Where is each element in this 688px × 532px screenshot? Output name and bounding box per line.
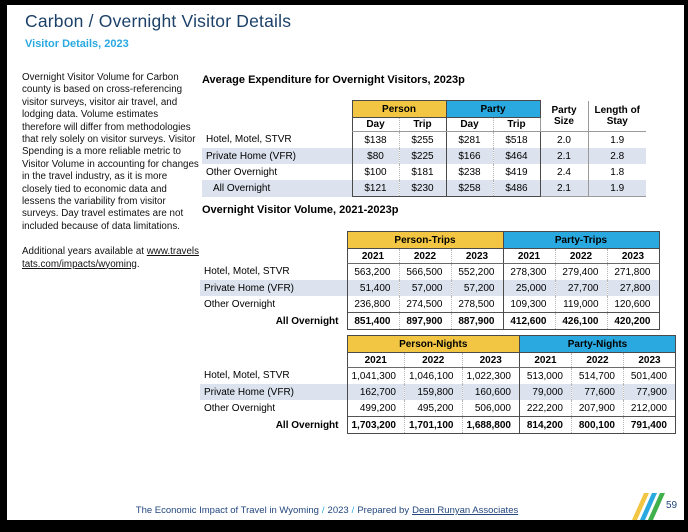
spacer-cell xyxy=(200,249,347,264)
year-header: 2023 xyxy=(462,353,520,368)
row-label: Hotel, Motel, STVR xyxy=(206,134,292,146)
table-row xyxy=(200,280,659,296)
cell: 2.1 xyxy=(540,180,588,197)
cell: 2.0 xyxy=(540,132,588,149)
expenditure-section-title: Average Expenditure for Overnight Visitors, 2023p xyxy=(202,74,465,86)
cell: $121 xyxy=(352,180,399,197)
cell: 2.1 xyxy=(540,148,588,164)
cell: $419 xyxy=(493,164,540,180)
party-group-header: Party xyxy=(446,101,540,118)
cell: 57,200 xyxy=(451,280,503,296)
cell: 501,400 xyxy=(624,368,676,385)
cell: $230 xyxy=(399,180,446,197)
total-row xyxy=(200,313,659,330)
year-header: 2022 xyxy=(572,353,624,368)
dean-runyan-logo xyxy=(637,493,663,520)
row-label: Hotel, Motel, STVR xyxy=(204,370,290,382)
table-row xyxy=(200,296,659,313)
cell: 27,800 xyxy=(607,280,659,296)
year-header-row xyxy=(200,353,676,368)
cell: 57,000 xyxy=(399,280,451,296)
cell: $281 xyxy=(446,132,493,149)
person-nights-header: Person-Nights xyxy=(347,336,520,353)
year-header: 2021 xyxy=(347,353,405,368)
footer-report-title: The Economic Impact of Travel in Wyoming xyxy=(135,505,319,516)
cell: $258 xyxy=(446,180,493,197)
year-header: 2022 xyxy=(399,249,451,264)
cell: 563,200 xyxy=(347,264,399,281)
table-row xyxy=(200,368,676,385)
row-label: Private Home (VFR) xyxy=(204,386,295,398)
slash-separator: / xyxy=(351,505,355,516)
trips-table xyxy=(200,231,660,330)
cell: 1,022,300 xyxy=(462,368,520,385)
cell: $138 xyxy=(352,132,399,149)
row-label: Hotel, Motel, STVR xyxy=(204,266,290,278)
column-header: Trip xyxy=(399,118,446,132)
prepared-by-text: Prepared by xyxy=(357,505,410,516)
cell: 207,900 xyxy=(572,400,624,417)
cell: 566,500 xyxy=(399,264,451,281)
page-number: 59 xyxy=(666,500,678,511)
table-row xyxy=(200,384,676,400)
row-label: Other Overnight xyxy=(206,166,278,178)
cell: 25,000 xyxy=(503,280,555,296)
cell: 77,600 xyxy=(572,384,624,400)
cell: $100 xyxy=(352,164,399,180)
slash-separator: / xyxy=(321,505,325,516)
row-label: Other Overnight xyxy=(204,298,276,310)
cell: 552,200 xyxy=(451,264,503,281)
total-row xyxy=(200,417,676,434)
cell: 2.4 xyxy=(540,164,588,180)
report-page xyxy=(7,5,684,520)
page-title: Carbon / Overnight Visitor Details xyxy=(25,11,292,31)
cell: $225 xyxy=(399,148,446,164)
cell: $486 xyxy=(493,180,540,197)
volume-section-title: Overnight Visitor Volume, 2021-2023p xyxy=(202,204,399,216)
cell: 1,703,200 xyxy=(347,417,405,434)
cell: 814,200 xyxy=(520,417,572,434)
row-label: Private Home (VFR) xyxy=(204,282,295,294)
cell: 212,000 xyxy=(624,400,676,417)
row-label: All Overnight xyxy=(275,419,339,431)
row-label: Private Home (VFR) xyxy=(206,150,297,162)
footer xyxy=(7,505,647,516)
cell: 412,600 xyxy=(503,313,555,330)
table-row xyxy=(202,132,646,149)
travelstats-link[interactable]: www.travelstats.com/impacts/wyoming xyxy=(22,246,199,270)
methodology-paragraph: Overnight Visitor Volume for Carbon county is based on cross-referencing visitor surveys, visitor air travel, and lodging data. Volume estimates therefore will differ from methodologies that rely solely on visitor surveys. Visitor Spending is a more reliable metric to Visitor Volume in accounting for changes in the travel industry, as it is more closely tied to economic data and lessens the variability from visitor surveys. Day travel estimates are not included because of data limitations. xyxy=(22,72,199,232)
year-header: 2023 xyxy=(607,249,659,264)
cell: 278,300 xyxy=(503,264,555,281)
person-group-header: Person xyxy=(352,101,446,118)
cell: 499,200 xyxy=(347,400,405,417)
cell: 851,400 xyxy=(347,313,399,330)
table-row xyxy=(202,180,646,197)
group-header-row xyxy=(200,232,659,249)
spacer-cell xyxy=(202,118,352,132)
page-subtitle: Visitor Details, 2023 xyxy=(25,38,129,50)
cell: 162,700 xyxy=(347,384,405,400)
year-header: 2021 xyxy=(520,353,572,368)
cell: 79,000 xyxy=(520,384,572,400)
year-header: 2022 xyxy=(405,353,463,368)
cell: 513,000 xyxy=(520,368,572,385)
footer-year: 2023 xyxy=(327,505,349,516)
cell: 1.9 xyxy=(588,132,646,149)
row-label: All Overnight xyxy=(213,182,271,194)
cell: 1,046,100 xyxy=(405,368,463,385)
cell: 109,300 xyxy=(503,296,555,313)
table-row xyxy=(202,164,646,180)
length-of-stay-header: Length of Stay xyxy=(588,101,646,132)
cell: $255 xyxy=(399,132,446,149)
nights-table xyxy=(200,335,676,434)
cell: 278,500 xyxy=(451,296,503,313)
year-header: 2021 xyxy=(347,249,399,264)
cell: $464 xyxy=(493,148,540,164)
cell: 791,400 xyxy=(624,417,676,434)
cell: 27,700 xyxy=(555,280,607,296)
cell: $181 xyxy=(399,164,446,180)
cell: 506,000 xyxy=(462,400,520,417)
cell: $80 xyxy=(352,148,399,164)
author-link[interactable]: Dean Runyan Associates xyxy=(412,505,519,516)
party-nights-header: Party-Nights xyxy=(520,336,676,353)
year-header-row xyxy=(200,249,659,264)
cell: 420,200 xyxy=(607,313,659,330)
cell: 2.8 xyxy=(588,148,646,164)
group-header-row xyxy=(200,336,676,353)
cell: 1,701,100 xyxy=(405,417,463,434)
cell: 120,600 xyxy=(607,296,659,313)
table-row xyxy=(200,264,659,281)
cell: $166 xyxy=(446,148,493,164)
column-header: Day xyxy=(352,118,399,132)
cell: 236,800 xyxy=(347,296,399,313)
cell: 1.9 xyxy=(588,180,646,197)
additional-years-paragraph xyxy=(22,246,199,271)
cell: $518 xyxy=(493,132,540,149)
cell: 51,400 xyxy=(347,280,399,296)
column-header: Day xyxy=(446,118,493,132)
cell: 1,688,800 xyxy=(462,417,520,434)
cell: 426,100 xyxy=(555,313,607,330)
cell: 77,900 xyxy=(624,384,676,400)
person-trips-header: Person-Trips xyxy=(347,232,503,249)
year-header: 2022 xyxy=(555,249,607,264)
cell: 274,500 xyxy=(399,296,451,313)
cell: 800,100 xyxy=(572,417,624,434)
additional-years-text: Additional years available at xyxy=(22,246,147,258)
group-header-row xyxy=(202,101,646,118)
cell: 897,900 xyxy=(399,313,451,330)
spacer-cell xyxy=(200,232,347,249)
row-label: All Overnight xyxy=(275,315,339,327)
column-header: Trip xyxy=(493,118,540,132)
cell: $238 xyxy=(446,164,493,180)
cell: 222,200 xyxy=(520,400,572,417)
sentence-period: . xyxy=(136,258,140,270)
cell: 1.8 xyxy=(588,164,646,180)
party-size-header: Party Size xyxy=(540,101,588,132)
spacer-cell xyxy=(202,101,352,118)
cell: 159,800 xyxy=(405,384,463,400)
year-header: 2023 xyxy=(451,249,503,264)
spacer-cell xyxy=(200,336,347,353)
cell: 1,041,300 xyxy=(347,368,405,385)
cell: 279,400 xyxy=(555,264,607,281)
table-row xyxy=(200,400,676,417)
cell: 160,600 xyxy=(462,384,520,400)
cell: 119,000 xyxy=(555,296,607,313)
cell: 495,200 xyxy=(405,400,463,417)
spacer-cell xyxy=(200,353,347,368)
cell: 514,700 xyxy=(572,368,624,385)
party-trips-header: Party-Trips xyxy=(503,232,659,249)
cell: 887,900 xyxy=(451,313,503,330)
sidebar-note xyxy=(22,72,199,284)
expenditure-table xyxy=(202,100,646,197)
table-row xyxy=(202,148,646,164)
year-header: 2021 xyxy=(503,249,555,264)
year-header: 2023 xyxy=(624,353,676,368)
row-label: Other Overnight xyxy=(204,402,276,414)
cell: 271,800 xyxy=(607,264,659,281)
